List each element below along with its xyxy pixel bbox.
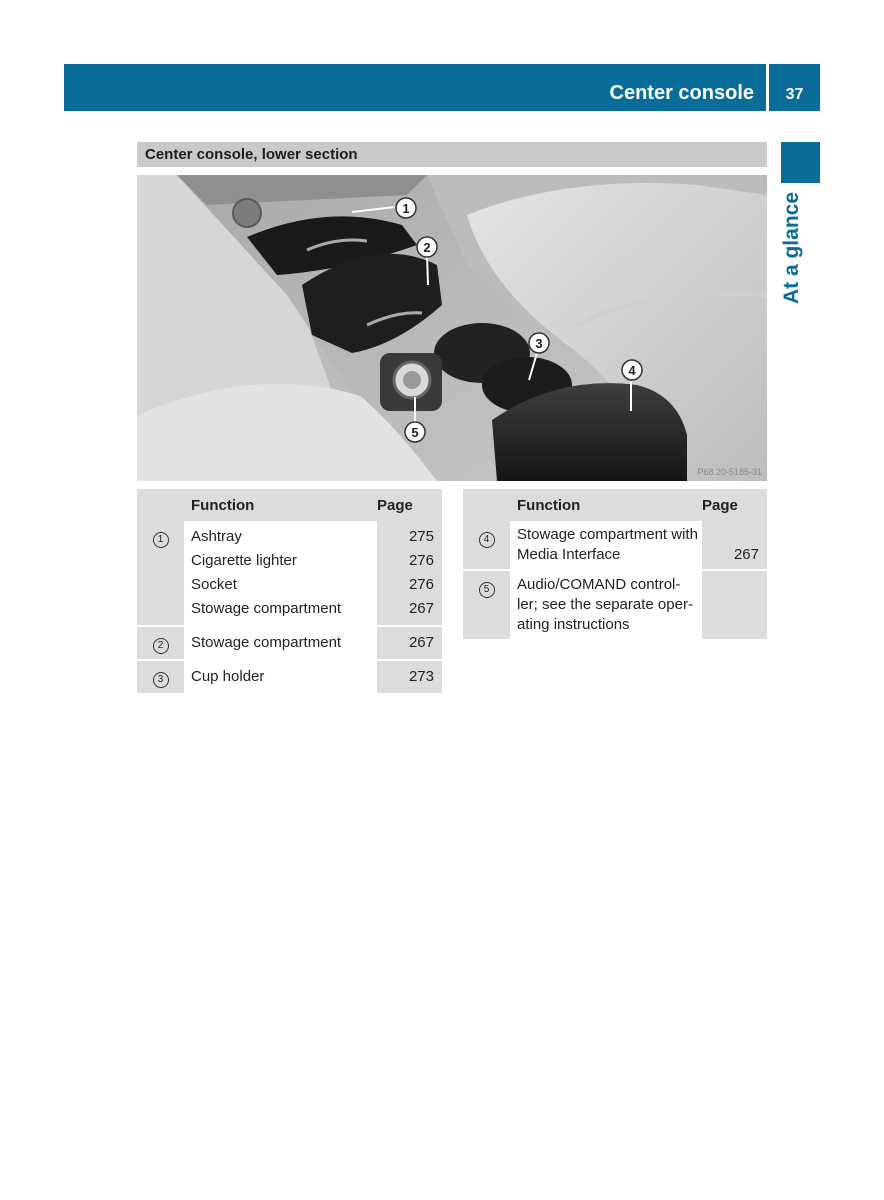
callout-4: 4 [628, 363, 636, 378]
function-text: Media Interface [517, 546, 621, 563]
table-row [137, 521, 442, 626]
page-ref: 267 [733, 546, 759, 563]
function-text: Cup holder [191, 668, 265, 685]
table-header-row [137, 489, 442, 521]
function-text: Cigarette lighter [191, 552, 297, 569]
function-text: Socket [191, 576, 237, 593]
page-ref: 273 [408, 668, 434, 685]
row-number: 1 [153, 532, 169, 548]
header-page: Page [377, 489, 442, 521]
table-row [137, 626, 442, 660]
page-number: 37 [785, 86, 804, 103]
callout-3: 3 [535, 336, 543, 351]
callout-1: 1 [402, 201, 410, 216]
page-ref: 275 [408, 528, 434, 545]
section-heading-text: Center console, lower section [145, 146, 358, 163]
header-bar [64, 64, 766, 111]
table-row [463, 570, 767, 640]
header-function: Function [510, 489, 702, 521]
table-row [463, 521, 767, 570]
function-text: ler; see the separate oper- [517, 596, 693, 613]
callout-5: 5 [411, 425, 419, 440]
table-row [137, 660, 442, 694]
side-tab-marker [781, 142, 820, 183]
function-text: Stowage compartment with [517, 526, 698, 543]
row-number: 3 [153, 672, 169, 688]
row-number: 5 [479, 582, 495, 598]
header-page: Page [702, 489, 767, 521]
function-text: Ashtray [191, 528, 242, 545]
image-code: P68.20-5185-31 [697, 467, 762, 477]
header-num-cell [463, 489, 510, 521]
page-ref: 267 [408, 600, 434, 617]
function-text: Audio/COMAND control- [517, 576, 681, 593]
row-number: 2 [153, 638, 169, 654]
header-num-cell [137, 489, 184, 521]
function-text: ating instructions [517, 616, 630, 633]
page-title: Center console [609, 82, 754, 104]
page-number-box [769, 64, 820, 111]
row-number: 4 [479, 532, 495, 548]
page-ref: 276 [408, 552, 434, 569]
header-function: Function [184, 489, 377, 521]
table-header-row [463, 489, 767, 521]
function-text: Stowage compartment [191, 600, 342, 617]
function-table-left [137, 489, 442, 695]
callout-2: 2 [423, 240, 431, 255]
page-ref: 267 [408, 634, 434, 651]
side-tab-label [776, 188, 808, 308]
side-tab-text: At a glance [780, 191, 803, 305]
function-table-right [463, 489, 767, 641]
section-heading [137, 142, 767, 167]
console-photo [137, 175, 767, 481]
console-illustration [137, 175, 767, 481]
page-ref: 276 [408, 576, 434, 593]
function-text: Stowage compartment [191, 634, 342, 651]
